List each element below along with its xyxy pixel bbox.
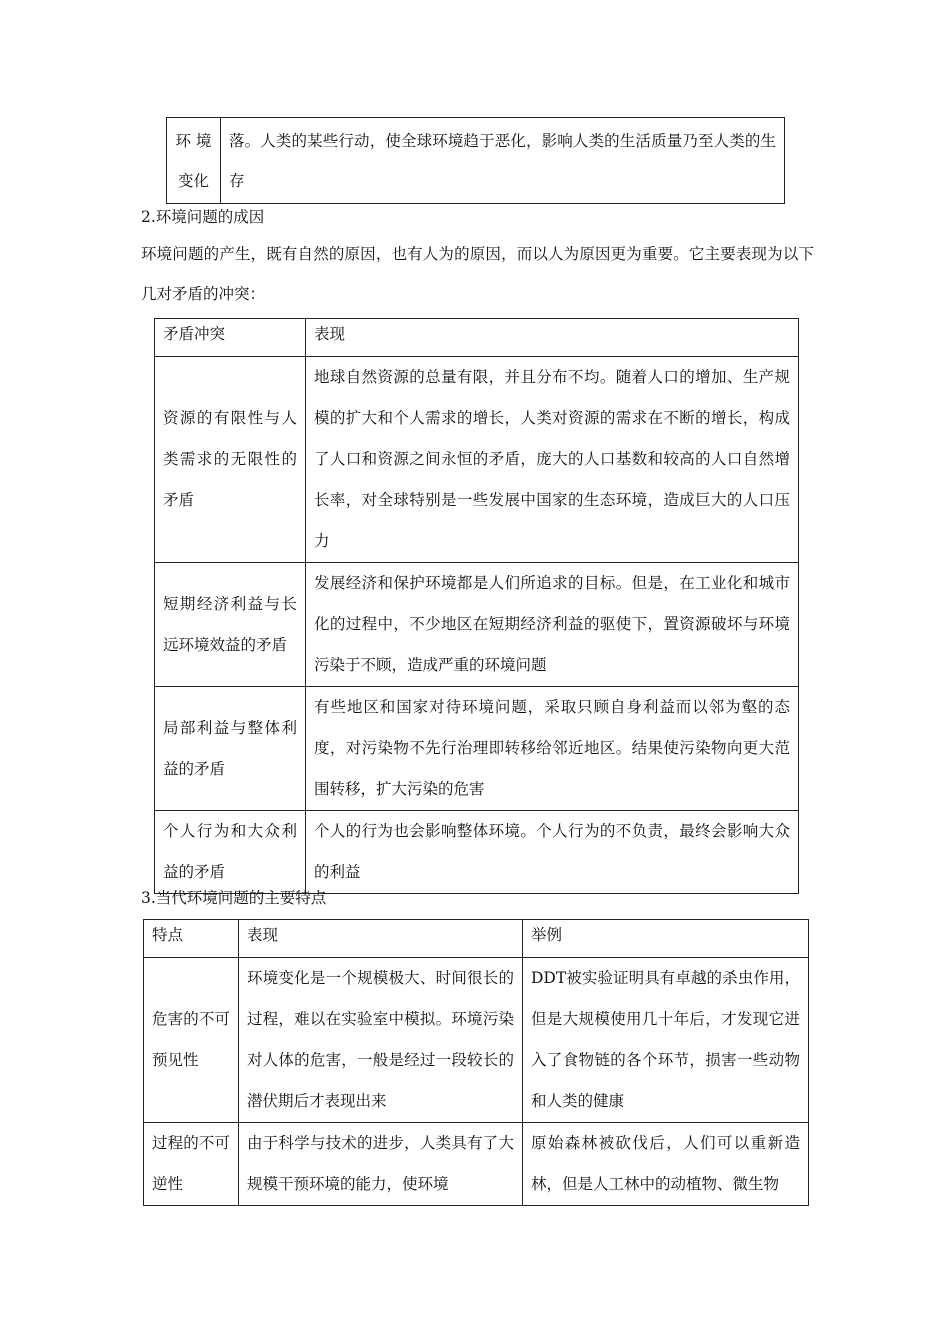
causes-row-detail: 个人的行为也会影响整体环境。个人行为的不负责，最终会影响大众的利益 <box>306 811 799 894</box>
section3-heading: 3.当代环境问题的主要特点 <box>141 889 327 907</box>
causes-row-conflict: 短期经济利益与长远环境效益的矛盾 <box>155 563 306 687</box>
causes-row-detail: 地球自然资源的总量有限，并且分布不均。随着人口的增加、生产规模的扩大和个人需求的增长，人类对资源的需求在不断的增长，构成了人口和资源之间永恒的矛盾，庞大的人口基数和较高的人口自然增长率，对全球特别是一些发展中国家的生态环境，造成巨大的人口压力 <box>306 357 799 563</box>
causes-table <box>154 318 799 894</box>
causes-row-conflict: 资源的有限性与人类需求的无限性的矛盾 <box>155 357 306 563</box>
features-row-example: 原始森林被砍伐后，人们可以重新造林，但是人工林中的动植物、微生物 <box>523 1123 809 1206</box>
table-row <box>155 563 799 687</box>
features-row-example: DDT被实验证明具有卓越的杀虫作用，但是大规模使用几十年后，才发现它进入了食物链的各个环节，损害一些动物和人类的健康 <box>523 958 809 1123</box>
causes-row-detail: 有些地区和国家对待环境问题，采取只顾自身利益而以邻为壑的态度，对污染物不先行治理即转移给邻近地区。结果使污染物向更大范围转移，扩大污染的危害 <box>306 687 799 811</box>
features-row-detail: 由于科学与技术的进步，人类具有了大规模干预环境的能力，使环境 <box>239 1123 523 1206</box>
features-row-feature: 危害的不可预见性 <box>144 958 239 1123</box>
features-row-feature: 过程的不可逆性 <box>144 1123 239 1206</box>
section2-heading: 2.环境问题的成因 <box>141 208 265 226</box>
section2-intro: 环境问题的产生，既有自然的原因，也有人为的原因，而以人为原因更为重要。它主要表现为以下几对矛盾的冲突： <box>141 245 814 303</box>
causes-header-detail: 表现 <box>306 319 799 357</box>
features-header-feature: 特点 <box>144 920 239 958</box>
causes-row-detail: 发展经济和保护环境都是人们所追求的目标。但是，在工业化和城市化的过程中，不少地区在短期经济利益的驱使下，置资源破坏与环境污染于不顾，造成严重的环境问题 <box>306 563 799 687</box>
table-row <box>155 811 799 894</box>
features-table <box>143 919 809 1206</box>
causes-row-conflict: 局部利益与整体利益的矛盾 <box>155 687 306 811</box>
features-header-detail: 表现 <box>239 920 523 958</box>
features-header-example: 举例 <box>523 920 809 958</box>
table-row <box>155 357 799 563</box>
table-row <box>144 1123 809 1206</box>
features-row-detail: 环境变化是一个规模极大、时间很长的过程，难以在实验室中模拟。环境污染对人体的危害，一般是经过一段较长的潜伏期后才表现出来 <box>239 958 523 1123</box>
causes-row-conflict: 个人行为和大众利益的矛盾 <box>155 811 306 894</box>
table-row <box>144 958 809 1123</box>
features-table-header <box>144 920 809 958</box>
top-table-label: 环 境 变化 <box>167 118 221 204</box>
top-table-text: 落。人类的某些行动，使全球环境趋于恶化，影响人类的生活质量乃至人类的生存 <box>221 118 785 204</box>
top-table <box>166 117 785 204</box>
causes-table-header <box>155 319 799 357</box>
table-row <box>155 687 799 811</box>
causes-header-conflict: 矛盾冲突 <box>155 319 306 357</box>
